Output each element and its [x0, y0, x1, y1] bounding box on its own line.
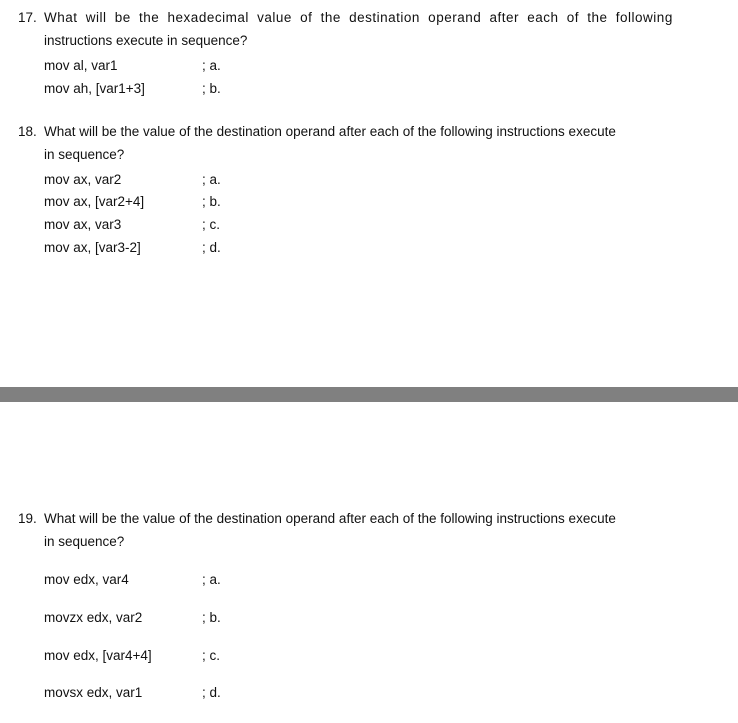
answer-b: ; b.: [202, 610, 221, 625]
answer-a: ; a.: [202, 572, 221, 587]
question-text-line-2: in sequence?: [44, 534, 125, 549]
instruction-c: mov ax, var3: [44, 217, 122, 232]
answer-a: ; a.: [202, 172, 221, 187]
question-text-line-1: What will be the hexadecimal value of the destination operand after each of the following: [44, 10, 673, 25]
instruction-b: mov ax, [var2+4]: [44, 194, 145, 209]
answer-c: ; c.: [202, 217, 221, 232]
question-text-line-2: in sequence?: [44, 147, 125, 162]
question-text-line-1: What will be the value of the destination operand after each of the following instructions execute: [44, 124, 616, 139]
instruction-a: mov al, var1: [44, 58, 118, 73]
answer-a: ; a.: [202, 58, 221, 73]
question-number: 18.: [18, 124, 37, 139]
page-divider: [0, 387, 738, 402]
answer-b: ; b.: [202, 194, 221, 209]
question-text-line-1: What will be the value of the destination operand after each of the following instructions execute: [44, 511, 616, 526]
question-number: 19.: [18, 511, 37, 526]
instruction-c: mov edx, [var4+4]: [44, 648, 152, 663]
answer-b: ; b.: [202, 81, 221, 96]
question-text-line-2: instructions execute in sequence?: [44, 33, 248, 48]
instruction-d: mov ax, [var3-2]: [44, 240, 141, 255]
answer-d: ; d.: [202, 685, 221, 700]
answer-d: ; d.: [202, 240, 221, 255]
instruction-a: mov edx, var4: [44, 572, 129, 587]
instruction-b: mov ah, [var1+3]: [44, 81, 145, 96]
question-number: 17.: [18, 10, 37, 25]
instruction-a: mov ax, var2: [44, 172, 122, 187]
instruction-d: movsx edx, var1: [44, 685, 143, 700]
answer-c: ; c.: [202, 648, 221, 663]
instruction-b: movzx edx, var2: [44, 610, 143, 625]
